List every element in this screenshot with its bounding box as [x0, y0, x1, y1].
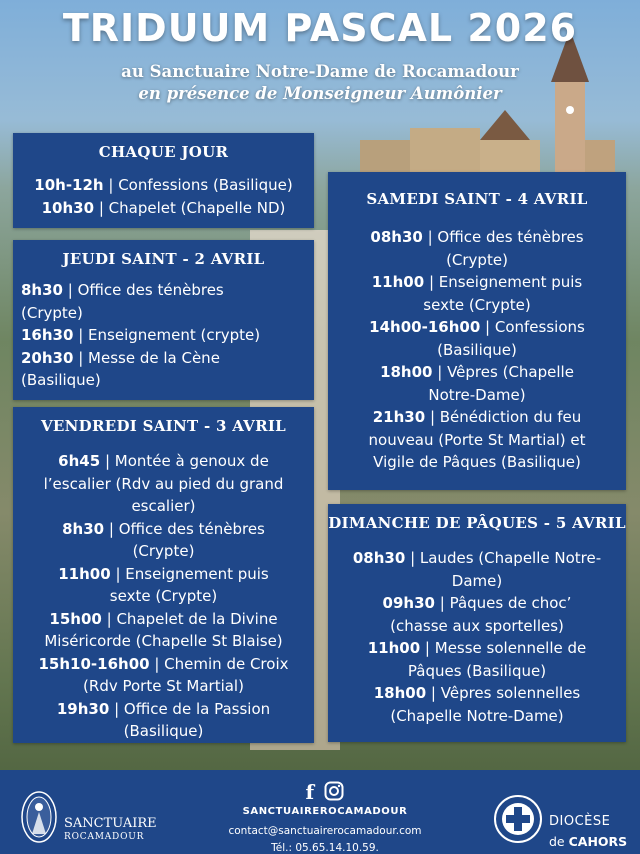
jeudi-box	[13, 240, 314, 400]
list-item: 08h30 | Office des ténèbres	[370, 228, 584, 246]
diocese-line1: DIOCÈSE	[549, 814, 611, 829]
list-item: 15h10-16h00 | Chemin de Croix	[38, 654, 289, 673]
list-item-cont: Pâques (Basilique)	[407, 661, 547, 680]
list-item: 09h30 | Pâques de choc’	[382, 594, 572, 612]
list-item-cont: (Crypte)	[132, 542, 195, 560]
list-item: 10h-12h | Confessions (Basilique)	[34, 176, 293, 194]
social-icons	[195, 780, 455, 804]
list-item: 11h00 | Messe solennelle de	[367, 639, 587, 657]
subtitle-presence: en présence de Monseigneur Aumônier	[138, 84, 502, 103]
page-title: TRIDUUM PASCAL 2026	[62, 6, 578, 50]
list-item-cont: escalier)	[131, 497, 196, 515]
dimanche-box	[328, 504, 626, 742]
list-item: 11h00 | Enseignement puis	[58, 564, 269, 583]
list-item: 14h00-16h00 | Confessions	[369, 318, 585, 336]
vendredi-box	[13, 407, 314, 743]
list-item-cont: (Rdv Porte St Martial)	[83, 677, 244, 695]
list-item: 19h30 | Office de la Passion	[56, 699, 271, 718]
chaque-jour-heading: CHAQUE JOUR	[98, 143, 229, 161]
list-item-cont: Miséricorde (Chapelle St Blaise)	[44, 632, 283, 650]
list-item: 8h30 | Office des ténèbres	[62, 519, 265, 538]
list-item: 18h00 | Vêpres solennelles	[373, 684, 581, 702]
sanctuaire-sub: ROCAMADOUR	[64, 832, 145, 842]
contact-email[interactable]: contact@sanctuairerocamadour.com	[228, 825, 422, 837]
list-item: 15h00 | Chapelet de la Divine	[49, 609, 278, 628]
list-item: 16h30 | Enseignement (crypte)	[21, 326, 261, 344]
list-item-cont: Dame)	[451, 571, 503, 590]
list-item: 20h30 | Messe de la Cène	[21, 348, 220, 367]
sanctuaire-name: SANCTUAIRE	[64, 816, 157, 831]
list-item-cont: (Crypte)	[21, 303, 83, 322]
facebook-icon[interactable]: f	[305, 780, 317, 804]
diocese-cross-icon	[493, 794, 543, 844]
list-item-cont: (Basilique)	[123, 722, 204, 740]
list-item-cont: (Chapelle Notre-Dame)	[390, 706, 564, 725]
jeudi-heading: JEUDI SAINT - 2 AVRIL	[62, 250, 265, 268]
subtitle: au Sanctuaire Notre-Dame de Rocamadour	[121, 62, 519, 81]
vendredi-heading: VENDREDI SAINT - 3 AVRIL	[40, 417, 287, 435]
list-item-cont: Notre-Dame)	[428, 385, 526, 404]
samedi-heading: SAMEDI SAINT - 4 AVRIL	[366, 190, 588, 208]
diocese-logo	[493, 794, 628, 849]
list-item: 6h45 | Montée à genoux de	[58, 452, 269, 470]
footer	[0, 770, 640, 854]
list-item-cont: sexte (Crypte)	[109, 587, 218, 605]
list-item-cont: sexte (Crypte)	[423, 295, 531, 314]
list-item: 18h00 | Vêpres (Chapelle	[380, 363, 574, 381]
contact-phone[interactable]: Tél.: 05.65.14.10.59.	[271, 842, 379, 854]
samedi-box	[328, 172, 626, 490]
chaque-jour-box	[13, 133, 314, 228]
list-item-cont: (chasse aux sportelles)	[390, 616, 564, 635]
list-item: 21h30 | Bénédiction du feu	[372, 408, 582, 426]
list-item-cont: (Basilique)	[21, 371, 101, 389]
social-handle[interactable]: SANCTUAIREROCAMADOUR	[242, 806, 408, 817]
list-item: 8h30 | Office des ténèbres	[21, 281, 224, 299]
diocese-line2: de CAHORS	[549, 834, 628, 849]
list-item-cont: (Basilique)	[437, 340, 517, 359]
list-item: 11h00 | Enseignement puis	[371, 273, 583, 291]
list-item-cont: Vigile de Pâques (Basilique)	[373, 453, 581, 471]
list-item-cont: l’escalier (Rdv au pied du grand	[43, 474, 284, 493]
list-item-cont: nouveau (Porte St Martial) et	[368, 430, 586, 449]
dimanche-heading: DIMANCHE DE PÂQUES - 5 AVRIL	[328, 514, 626, 532]
list-item: 10h30 | Chapelet (Chapelle ND)	[41, 198, 286, 217]
instagram-icon[interactable]	[324, 781, 344, 801]
madonna-medallion-icon	[20, 790, 58, 844]
contact-block	[195, 780, 455, 854]
list-item: 08h30 | Laudes (Chapelle Notre-	[352, 549, 602, 567]
list-item-cont: (Crypte)	[446, 250, 508, 269]
sanctuaire-logo	[20, 790, 157, 848]
